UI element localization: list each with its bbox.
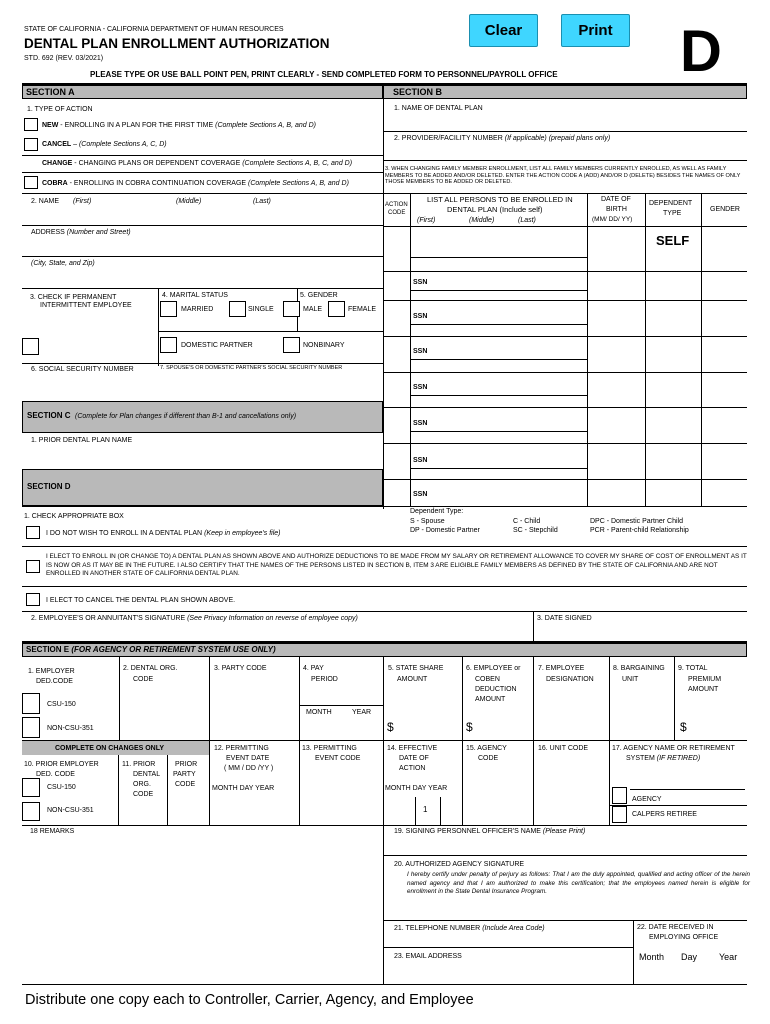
section-b-heading: SECTION B bbox=[393, 87, 443, 97]
divider bbox=[209, 741, 210, 825]
dep-type-pcr: PCR - Parent-child Relationship bbox=[590, 527, 689, 534]
cancel-checkbox[interactable] bbox=[24, 138, 38, 151]
divider bbox=[22, 155, 383, 156]
col-list: LIST ALL PERSONS TO BE ENROLLED IN bbox=[427, 195, 573, 204]
prior-csu150-label: CSU-150 bbox=[47, 784, 76, 791]
distribution-note: Distribute one copy each to Controller, Carrier, Agency, and Employee bbox=[25, 992, 474, 1008]
type-of-action-label: 1. TYPE OF ACTION bbox=[27, 106, 93, 113]
divider bbox=[383, 336, 747, 337]
no-enroll-label: I DO NOT WISH TO ENROLL IN A DENTAL PLAN (Keep in employee's file) bbox=[46, 530, 281, 537]
total-premium-label: 9. TOTAL bbox=[678, 665, 708, 672]
divider bbox=[22, 546, 747, 547]
name-middle-label: (Middle) bbox=[176, 198, 202, 205]
pay-month-label: MONTH bbox=[306, 709, 332, 716]
cobra-checkbox[interactable] bbox=[24, 176, 38, 189]
col-gender: GENDER bbox=[710, 206, 740, 213]
divider bbox=[167, 755, 168, 825]
effective-day-value: 1 bbox=[423, 805, 428, 814]
date-received-label-2: EMPLOYING OFFICE bbox=[649, 934, 719, 941]
divider bbox=[22, 193, 383, 194]
noncsu351-label: NON-CSU-351 bbox=[47, 725, 94, 732]
ssn-label: 6. SOCIAL SECURITY NUMBER bbox=[31, 366, 134, 373]
divider bbox=[299, 741, 300, 825]
divider bbox=[383, 160, 747, 161]
elect-cancel-checkbox[interactable] bbox=[26, 593, 40, 606]
address-label: ADDRESS (Number and Street) bbox=[31, 229, 131, 236]
married-label: MARRIED bbox=[181, 306, 214, 313]
divider bbox=[22, 506, 747, 507]
calpers-label: CALPERS RETIREE bbox=[632, 811, 697, 818]
divider bbox=[383, 271, 747, 272]
divider bbox=[158, 331, 383, 332]
prior-dental-label-2: DENTAL bbox=[133, 771, 161, 778]
domestic-partner-checkbox[interactable] bbox=[160, 337, 177, 353]
divider bbox=[410, 468, 587, 469]
check-box-label: 1. CHECK APPROPRIATE BOX bbox=[24, 513, 124, 520]
name-last-label: (Last) bbox=[253, 198, 271, 205]
divider bbox=[533, 657, 534, 825]
form-number: STD. 692 (REV. 03/2021) bbox=[24, 55, 104, 62]
divider bbox=[383, 407, 747, 408]
emp-designation-label: 7. EMPLOYEE bbox=[538, 665, 585, 672]
divider bbox=[645, 193, 646, 506]
new-checkbox[interactable] bbox=[24, 118, 38, 131]
divider bbox=[299, 657, 300, 741]
permitting-code-label: 13. PERMITTING bbox=[302, 745, 357, 752]
divider bbox=[209, 657, 210, 741]
effective-date-label-2: DATE OF bbox=[399, 755, 429, 762]
prior-employer-label-2: DED. CODE bbox=[36, 771, 75, 778]
elect-cancel-text: I ELECT TO CANCEL THE DENTAL PLAN SHOWN ABOVE. bbox=[46, 597, 236, 604]
col-dob: DATE OF bbox=[601, 196, 631, 203]
col-action: ACTION bbox=[385, 202, 408, 208]
prior-employer-label: 10. PRIOR EMPLOYER bbox=[24, 761, 99, 768]
divider bbox=[383, 947, 633, 948]
divider bbox=[410, 324, 587, 325]
prior-dental-label: 11. PRIOR bbox=[122, 761, 156, 768]
divider bbox=[609, 657, 610, 825]
cobra-option: COBRA - ENROLLING IN COBRA CONTINUATION COVERAGE (Complete Sections A, B, and D) bbox=[42, 180, 349, 187]
bargaining-label: 8. BARGAINING bbox=[613, 665, 665, 672]
date-received-year: Year bbox=[719, 952, 738, 962]
divider bbox=[440, 797, 441, 825]
divider bbox=[415, 797, 416, 825]
name-first-label: (First) bbox=[73, 198, 92, 205]
no-enroll-checkbox[interactable] bbox=[26, 526, 40, 539]
prior-party-label-2: PARTY bbox=[173, 771, 196, 778]
section-d-heading: SECTION D bbox=[27, 482, 71, 491]
divider bbox=[22, 172, 383, 173]
divider bbox=[410, 257, 587, 258]
date-received-label: 22. DATE RECEIVED IN bbox=[637, 924, 714, 931]
state-share-label: 5. STATE SHARE bbox=[388, 665, 444, 672]
divider bbox=[630, 789, 745, 790]
date-received-day: Day bbox=[681, 952, 698, 962]
divider bbox=[410, 395, 587, 396]
permitting-month-day-year: MONTH DAY YEAR bbox=[212, 785, 275, 792]
noncsu351-checkbox[interactable] bbox=[22, 717, 40, 738]
divider bbox=[383, 825, 384, 984]
signature-label: 2. EMPLOYEE'S OR ANNUITANT'S SIGNATURE (See Privacy Information on reverse of employee copy) bbox=[31, 615, 358, 622]
instructions: PLEASE TYPE OR USE BALL POINT PEN, PRINT CLEARLY - SEND COMPLETED FORM TO PERSONNEL/PAYROLL OFFICE bbox=[90, 70, 558, 79]
prior-party-label: PRIOR bbox=[175, 761, 198, 768]
dep-type-dpc: DPC - Domestic Partner Child bbox=[590, 518, 683, 525]
divider bbox=[383, 479, 747, 480]
divider bbox=[383, 372, 747, 373]
prior-dental-label-3: ORG. bbox=[133, 781, 151, 788]
divider bbox=[462, 657, 463, 825]
emp-designation-label-2: DESIGNATION bbox=[546, 676, 594, 683]
prior-csu150-checkbox[interactable] bbox=[22, 778, 40, 797]
divider bbox=[410, 359, 587, 360]
dep-type-c: C - Child bbox=[513, 518, 541, 525]
email-label: 23. EMAIL ADDRESS bbox=[394, 953, 462, 960]
effective-date-label: 14. EFFECTIVE bbox=[387, 745, 438, 752]
total-premium-label-2: PREMIUM bbox=[688, 676, 722, 683]
cancel-option: CANCEL – (Complete Sections A, C, D) bbox=[42, 141, 167, 148]
ssn-row-6: SSN bbox=[413, 457, 428, 464]
date-received-month: Month bbox=[639, 952, 665, 962]
male-checkbox[interactable] bbox=[283, 301, 300, 317]
unit-code-label: 16. UNIT CODE bbox=[538, 745, 589, 752]
permitting-date-label: 12. PERMITTING bbox=[214, 745, 269, 752]
plan-name-label: 1. NAME OF DENTAL PLAN bbox=[394, 105, 483, 112]
divider bbox=[118, 755, 119, 825]
divider bbox=[609, 805, 747, 806]
name-label: 2. NAME bbox=[31, 198, 60, 205]
elect-enroll-checkbox[interactable] bbox=[26, 560, 40, 573]
section-c-heading: SECTION C (Complete for Plan changes if different than B-1 and cancellations only) bbox=[27, 411, 297, 420]
employer-label-2: DED.CODE bbox=[36, 678, 73, 685]
change-option: CHANGE - CHANGING PLANS OR DEPENDENT COVERAGE (Complete Sections A, B, C, and D) bbox=[42, 160, 353, 167]
provider-label: 2. PROVIDER/FACILITY NUMBER (If applicable) (prepaid plans only) bbox=[394, 135, 611, 142]
divider bbox=[383, 657, 384, 825]
auth-certification: I hereby certify under penalty of perjury as follows: That I am the duly appointed, qualified and acting officer of the herein named agency and that I am authorized to make this certification; that the employees named herein is eligible for enrollment in the State Dental Insurance Program. bbox=[407, 871, 750, 895]
divider bbox=[119, 657, 120, 741]
party-code-label: 3. PARTY CODE bbox=[214, 665, 267, 672]
divider bbox=[383, 855, 747, 856]
divider bbox=[587, 193, 588, 506]
agency-checkbox[interactable] bbox=[612, 787, 627, 804]
ssn-row-4: SSN bbox=[413, 384, 428, 391]
state-share-dollar: $ bbox=[387, 720, 394, 734]
elect-enroll-text: I ELECT TO ENROLL IN (OR CHANGE TO) A DENTAL PLAN AS SHOWN ABOVE AND AUTHORIZE DEDUCTIONS TO BE MADE FROM MY SALARY OR RETIREMENT ALLOWANCE TO COVER MY SHARE OF COST OF ENROLLMENT AS IT IS NOW OR AS IT MAY BE IN THE FUTURE. I ALSO CERTIFY THAT THE NAMES OF THE PERSONS LISTED IN SECTION B, ITEM 3 ARE ELIGIBLE FAMILY MEMBERS AS DEFINED BY THE STATE OF CALIFORNIA AND ARE NOT ENROLLED IN ANOTHER STATE OF CALIFORNIA DENTAL PLAN. bbox=[46, 553, 747, 578]
col-middle: (Middle) bbox=[469, 217, 495, 224]
employee-amount-label: 6. EMPLOYEE or bbox=[466, 665, 521, 672]
city-label: (City, State, and Zip) bbox=[31, 260, 95, 267]
col-dependent-2: TYPE bbox=[663, 210, 682, 217]
employee-amount-label-2: COBEN bbox=[475, 676, 500, 683]
divider bbox=[383, 920, 747, 921]
divider bbox=[22, 611, 747, 612]
ssn-row-7: SSN bbox=[413, 491, 428, 498]
clear-button[interactable]: Clear bbox=[469, 14, 538, 47]
dep-type-dp: DP - Domestic Partner bbox=[410, 527, 480, 534]
divider bbox=[410, 431, 587, 432]
col-dob-3: (MM/ DD/ YY) bbox=[592, 216, 633, 223]
prior-party-label-3: CODE bbox=[175, 781, 196, 788]
agency-code-label-2: CODE bbox=[478, 755, 499, 762]
female-label: FEMALE bbox=[348, 306, 377, 313]
total-premium-dollar: $ bbox=[680, 720, 687, 734]
divider bbox=[22, 256, 383, 257]
permitting-date-label-3: ( MM / DD /YY ) bbox=[224, 765, 274, 772]
ssn-row-2: SSN bbox=[413, 313, 428, 320]
divider bbox=[701, 193, 702, 506]
marital-label: 4. MARITAL STATUS bbox=[162, 292, 228, 299]
signing-officer-label: 19. SIGNING PERSONNEL OFFICER'S NAME (Please Print) bbox=[394, 828, 586, 835]
print-button[interactable]: Print bbox=[561, 14, 630, 47]
permitting-date-label-2: EVENT DATE bbox=[226, 755, 270, 762]
single-label: SINGLE bbox=[248, 306, 274, 313]
female-checkbox[interactable] bbox=[328, 301, 345, 317]
divider bbox=[22, 288, 383, 289]
agency-label: AGENCY bbox=[632, 796, 662, 803]
divider bbox=[22, 363, 383, 364]
ssn-row-5: SSN bbox=[413, 420, 428, 427]
divider bbox=[22, 225, 383, 226]
col-dob-2: BIRTH bbox=[606, 206, 627, 213]
divider bbox=[299, 705, 383, 706]
divider bbox=[410, 193, 411, 506]
section-a-header bbox=[22, 85, 383, 99]
bargaining-label-2: UNIT bbox=[622, 676, 639, 683]
section-e-heading: SECTION E (FOR AGENCY OR RETIREMENT SYSTEM USE ONLY) bbox=[26, 645, 276, 654]
prior-dental-label-4: CODE bbox=[133, 791, 154, 798]
ssn-row-3: SSN bbox=[413, 348, 428, 355]
prior-noncsu351-label: NON-CSU-351 bbox=[47, 807, 94, 814]
divider bbox=[383, 300, 747, 301]
csu150-label: CSU-150 bbox=[47, 701, 76, 708]
permanent-label-2: INTERMITTENT EMPLOYEE bbox=[40, 302, 132, 309]
agency-code-label: 15. AGENCY bbox=[466, 745, 507, 752]
pay-period-label: 4. PAY bbox=[303, 665, 324, 672]
male-label: MALE bbox=[303, 306, 323, 313]
remarks-label: 18 REMARKS bbox=[30, 828, 75, 835]
divider bbox=[533, 611, 534, 641]
employee-amount-label-4: AMOUNT bbox=[475, 696, 506, 703]
divider bbox=[22, 825, 747, 826]
married-checkbox[interactable] bbox=[160, 301, 177, 317]
pay-year-label: YEAR bbox=[352, 709, 372, 716]
divider bbox=[410, 290, 587, 291]
auth-sig-label: 20. AUTHORIZED AGENCY SIGNATURE bbox=[394, 861, 525, 868]
dep-type-sc: SC - Stepchild bbox=[513, 527, 558, 534]
divider bbox=[674, 657, 675, 741]
employer-label: 1. EMPLOYER bbox=[28, 668, 75, 675]
dental-org-label-2: CODE bbox=[133, 676, 154, 683]
section-a-heading: SECTION A bbox=[26, 87, 75, 97]
effective-month-day-year: MONTH DAY YEAR bbox=[385, 785, 448, 792]
form-letter: D bbox=[680, 19, 722, 84]
divider bbox=[633, 920, 634, 984]
col-dependent: DEPENDENT bbox=[649, 200, 693, 207]
form-title: DENTAL PLAN ENROLLMENT AUTHORIZATION bbox=[24, 36, 330, 51]
section-d-header bbox=[22, 469, 383, 506]
agency-name: STATE OF CALIFORNIA - CALIFORNIA DEPARTMENT OF HUMAN RESOURCES bbox=[24, 26, 284, 33]
col-action-2: CODE bbox=[388, 210, 406, 216]
dental-org-label: 2. DENTAL ORG. bbox=[123, 665, 178, 672]
divider bbox=[383, 443, 747, 444]
new-option: NEW - ENROLLING IN A PLAN FOR THE FIRST TIME (Complete Sections A, B, and D) bbox=[42, 122, 317, 129]
date-signed-label: 3. DATE SIGNED bbox=[537, 615, 592, 622]
effective-date-label-3: ACTION bbox=[399, 765, 426, 772]
calpers-checkbox[interactable] bbox=[612, 806, 627, 823]
single-checkbox[interactable] bbox=[229, 301, 246, 317]
divider bbox=[383, 131, 747, 132]
spouse-ssn-label: 7. SPOUSE'S OR DOMESTIC PARTNER'S SOCIAL SECURITY NUMBER bbox=[160, 365, 343, 371]
col-last: (Last) bbox=[518, 217, 536, 224]
divider bbox=[383, 84, 384, 509]
divider bbox=[22, 984, 747, 985]
employee-amount-dollar: $ bbox=[466, 720, 473, 734]
dep-type-heading: Dependent Type: bbox=[410, 508, 464, 515]
employee-amount-label-3: DEDUCTION bbox=[475, 686, 517, 693]
agency-name-label: 17. AGENCY NAME OR RETIREMENT bbox=[612, 745, 735, 752]
csu150-checkbox[interactable] bbox=[22, 693, 40, 714]
prior-plan-label: 1. PRIOR DENTAL PLAN NAME bbox=[31, 437, 133, 444]
complete-on-changes-label: COMPLETE ON CHANGES ONLY bbox=[55, 745, 165, 752]
permanent-label: 3. CHECK IF PERMANENT bbox=[30, 294, 117, 301]
prior-noncsu351-checkbox[interactable] bbox=[22, 802, 40, 821]
self-label: SELF bbox=[656, 233, 690, 248]
agency-name-label-2: SYSTEM (IF RETIRED) bbox=[626, 755, 701, 762]
divider bbox=[158, 288, 159, 366]
domestic-partner-label: DOMESTIC PARTNER bbox=[181, 342, 253, 349]
pay-period-label-2: PERIOD bbox=[311, 676, 338, 683]
permitting-code-label-2: EVENT CODE bbox=[315, 755, 361, 762]
state-share-label-2: AMOUNT bbox=[397, 676, 428, 683]
dep-type-s: S - Spouse bbox=[410, 518, 445, 525]
total-premium-label-3: AMOUNT bbox=[688, 686, 719, 693]
divider bbox=[383, 226, 747, 227]
divider bbox=[383, 193, 747, 194]
family-members-instructions: 3. WHEN CHANGING FAMILY MEMBER ENROLLMENT, LIST ALL FAMILY MEMBERS CURRENTLY ENROLLED, AS WELL AS FAMILY MEMBERS TO BE ADDED AND/OR DELETED. ENTER THE ACTION CODE A (ADD) AND/OR D (DELETE) BESIDES THE NAMES OF ONLY THOSE MEMBERS TO BE ADDED OR DELETED. bbox=[385, 166, 741, 186]
permanent-checkbox[interactable] bbox=[22, 338, 39, 355]
col-first: (First) bbox=[417, 217, 436, 224]
ssn-row-1: SSN bbox=[413, 279, 428, 286]
divider bbox=[22, 586, 747, 587]
nonbinary-checkbox[interactable] bbox=[283, 337, 300, 353]
gender-label: 5. GENDER bbox=[300, 292, 338, 299]
nonbinary-label: NONBINARY bbox=[303, 342, 345, 349]
telephone-label: 21. TELEPHONE NUMBER (Include Area Code) bbox=[394, 925, 545, 932]
col-list-2: DENTAL PLAN (Include self) bbox=[447, 205, 543, 214]
